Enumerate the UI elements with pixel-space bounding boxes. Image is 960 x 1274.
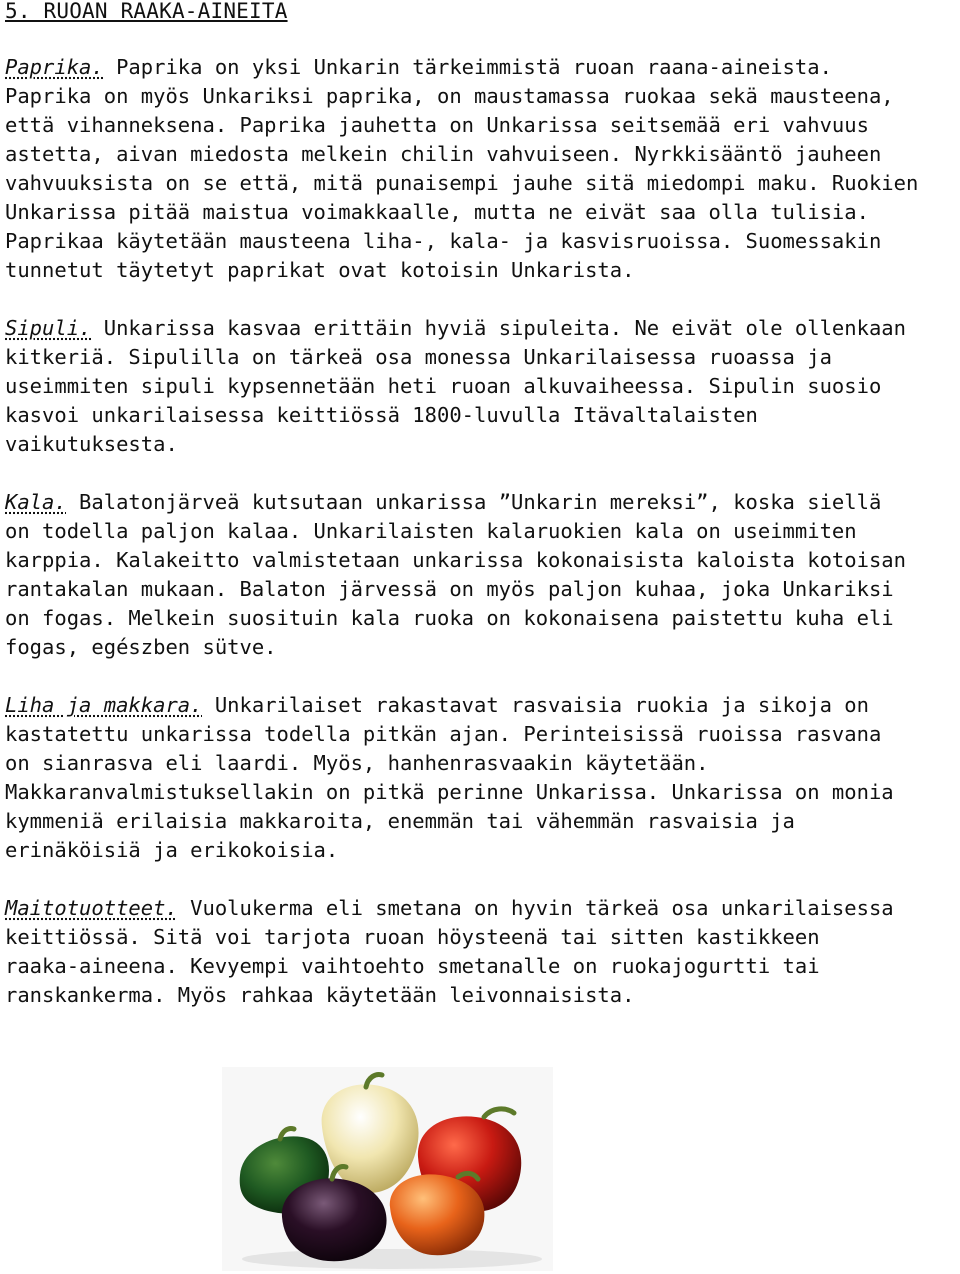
section-line: kasvoi unkarilaisessa keittiössä 1800-luvulla Itävaltalaisten [5,403,758,427]
section-sipuli [5,314,957,459]
section-line: tunnetut täytetyt paprikat ovat kotoisin Unkarista. [5,258,635,282]
page-title: 5. RUOAN RAAKA-AINEITA [5,0,288,23]
section-line: keittiössä. Sitä voi tarjota ruoan höysteenä tai sitten kastikkeen [5,925,820,949]
section-line: Paprika on yksi Unkarin tärkeimmistä ruoan raana-aineista. [103,55,832,79]
section-line: astetta, aivan miedosta melkein chilin vahvuiseen. Nyrkkisääntö jauheen [5,142,882,166]
section-line: kitkeriä. Sipulilla on tärkeä osa monessa Unkarilaisessa ruoassa ja [5,345,832,369]
section-title-maitotuotteet: Maitotuotteet. [5,896,178,920]
section-title-liha-ja-makkara: Liha ja makkara. [5,693,203,717]
section-line: Makkaranvalmistuksellakin on pitkä perinne Unkarissa. Unkarissa on monia [5,780,894,804]
section-line: vahvuuksista on se että, mitä punaisempi jauhe sitä miedompi maku. Ruokien [5,171,919,195]
section-maitotuotteet [5,894,957,1010]
section-paprika [5,53,957,285]
section-line: kastatettu unkarissa todella pitkän ajan. Perinteisissä ruoissa rasvana [5,722,882,746]
section-line: on fogas. Melkein suosituin kala ruoka on kokonaisena paistettu kuha eli [5,606,894,630]
section-line: useimmiten sipuli kypsennetään heti ruoan alkuvaiheessa. Sipulin suosio [5,374,882,398]
section-line: on todella paljon kalaa. Unkarilaisten kalaruokien kala on useimmiten [5,519,857,543]
section-line: Unkarissa pitää maistua voimakkaalle, mutta ne eivät saa olla tulisia. [5,200,869,224]
section-line: ranskankerma. Myös rahkaa käytetään leivonnaisista. [5,983,635,1007]
bell-peppers-icon [222,1067,553,1271]
section-line: Balatonjärveä kutsutaan unkarissa ”Unkarin mereksi”, koska siellä [66,490,882,514]
section-kala [5,488,957,662]
section-line: raaka-aineena. Kevyempi vaihtoehto smetanalle on ruokajogurtti tai [5,954,820,978]
section-line: vaikutuksesta. [5,432,178,456]
section-line: Vuolukerma eli smetana on hyvin tärkeä osa unkarilaisessa [177,896,894,920]
section-line: on sianrasva eli laardi. Myös, hanhenrasvaakin käytetään. [5,751,709,775]
section-line: Paprikaa käytetään mausteena liha-, kala- ja kasvisruoissa. Suomessakin [5,229,882,253]
section-line: Unkarissa kasvaa erittäin hyviä sipuleita. Ne eivät ole ollenkaan [91,316,906,340]
section-line: Unkarilaiset rakastavat rasvaisia ruokia ja sikoja on [202,693,869,717]
section-line: Paprika on myös Unkariksi paprika, on maustamassa ruokaa sekä mausteena, [5,84,894,108]
section-line: että vihanneksena. Paprika jauhetta on Unkarissa seitsemää eri vahvuus [5,113,869,137]
section-line: karppia. Kalakeitto valmistetaan unkarissa kokonaisista kaloista kotoisan [5,548,906,572]
bell-peppers-photo [222,1067,553,1271]
section-line: kymmeniä erilaisia makkaroita, enemmän tai vähemmän rasvaisia ja [5,809,795,833]
section-line: erinäköisiä ja erikokoisia. [5,838,339,862]
section-title-kala: Kala. [5,490,67,514]
section-liha-ja-makkara [5,691,957,865]
section-line: fogas, egészben sütve. [5,635,277,659]
section-title-sipuli: Sipuli. [5,316,92,340]
section-line: rantakalan mukaan. Balaton järvessä on myös paljon kuhaa, joka Unkariksi [5,577,894,601]
section-title-paprika: Paprika. [5,55,104,79]
document-page [5,0,957,1010]
